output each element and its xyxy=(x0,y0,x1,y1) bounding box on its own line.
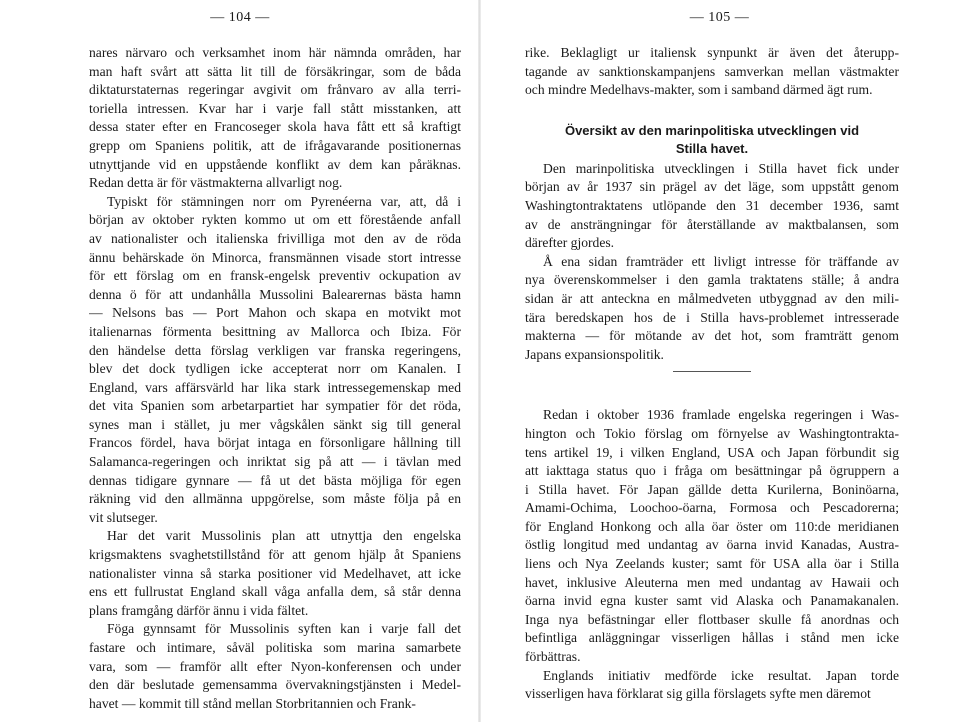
text-line: Å ena sidan framträder ett livligt intresse för träffande av xyxy=(543,253,899,269)
text-line: vit slutseger. xyxy=(89,509,158,525)
text-line: nya överenskommelser i den gamla traktatens ställe; å andra xyxy=(525,272,899,288)
paragraph xyxy=(525,160,899,253)
text-line: därefter gjordes. xyxy=(525,235,615,251)
text-line: England, vars affärsvärld har lika stark intressegemenskap med xyxy=(89,379,461,395)
text-line: befintliga anläggningar visserligen hållas i stånd men icke xyxy=(525,630,899,646)
section-separator xyxy=(673,371,751,372)
text-line: visserligen hava förklarat sig gilla förslagets syfte men däremot xyxy=(525,686,871,702)
text-line: italienarnas förmenta besittning av Mallorca och Ibiza. För xyxy=(89,323,461,339)
after-separator-body xyxy=(525,406,899,704)
right-page xyxy=(480,0,959,722)
text-line: denna ö för att undanhålla Mussolini Balearernas bästa hamn xyxy=(89,286,461,302)
spacer xyxy=(525,380,899,406)
text-line: början av år 1937 sin prägel av det läge, som uppstått genom xyxy=(525,179,899,195)
separator-row xyxy=(525,364,899,380)
left-page-body xyxy=(89,44,461,713)
text-line: Har det varit Mussolinis plan att utnyttja den engelska xyxy=(107,528,461,544)
paragraph xyxy=(89,527,461,620)
text-line: Den marinpolitiska utvecklingen i Stilla havet fick under xyxy=(543,160,899,176)
text-line: fastare och intimare, såväl politiska som marina samarbete xyxy=(89,640,461,655)
text-line: ännu behärskade ön Minorca, fransmännen visade stort intresse xyxy=(89,249,461,265)
text-line: hington och Tokio förslag om förnyelse av Washingtontrakta- xyxy=(525,425,899,441)
text-line: i Stilla havet. För Japan gällde detta Kurilerna, Boninöarna, xyxy=(525,481,899,497)
text-line: sidan är att anteckna en målmedveten utbyggnad av den mili- xyxy=(525,290,899,306)
text-line: ens ett fullrustat England skall våga anfalla dem, så står denna xyxy=(89,584,461,600)
text-line: förbättras. xyxy=(525,649,581,665)
text-line: för England Honkong och alla öar öster om 110:de meridianen xyxy=(525,518,899,534)
paragraph xyxy=(525,406,899,666)
text-line: dessa stater efter en Francoseger skola hava fått ett så kraftigt xyxy=(89,119,461,135)
paragraph xyxy=(89,193,461,528)
right-page-body xyxy=(525,44,899,704)
text-line: makterna — för mötande av det hot, som framträtt genom xyxy=(525,328,899,344)
text-line: räkning vid den allmänna uppgörelse, som måste följa på en xyxy=(89,491,461,507)
text-line: och mindre Medelhavs-makter, som i samband därmed ägt rum. xyxy=(525,82,873,98)
text-line: Englands initiativ medförde icke resultat. Japan torde xyxy=(543,667,899,683)
text-line: Salamanca-regeringen och inriktat sig på att — i tävlan med xyxy=(89,454,461,470)
section-heading-line-1: Översikt av den marinpolitiska utvecklingen vid xyxy=(564,122,860,138)
text-line: Washingtontraktatens utlöpande den 31 december 1936, samt xyxy=(525,197,899,213)
paragraph xyxy=(525,667,899,704)
text-line: synes man i stället, ju mer vågskålen sänkt sig till general xyxy=(89,416,461,432)
text-line: — Nelsons bas — Port Mahon och skapa en motvikt mot xyxy=(89,305,461,321)
text-line: grepp om Spaniens politik, att de ifrågavarande positionernas xyxy=(89,137,461,153)
text-line: början av oktober rykten kommo ut om ett förestående anfall xyxy=(89,212,461,228)
text-line: tära beredskapen hos de i Stilla havs-problemet intresserade xyxy=(525,309,899,325)
text-line: Redan detta är för västmakterna allvarligt nog. xyxy=(89,175,343,191)
text-line: av nationalister och italienska frivilliga mot den av de röda xyxy=(89,230,461,246)
text-line: plans framgång därför ännu i vida fältet. xyxy=(89,602,309,618)
text-line: rike. Beklagligt ur italiensk synpunkt är även det återupp- xyxy=(525,45,899,60)
paragraph xyxy=(89,620,461,713)
spacer xyxy=(525,100,899,122)
text-line: man haft svårt att sätta lit till de försäkringar, som de båda xyxy=(89,63,461,79)
text-line: dennas tidigare gynnare — få ut det bästa möjliga för egen xyxy=(89,472,461,488)
text-line: diktaturstaternas regeringar avgivit om frånvaro av alla terri- xyxy=(89,82,461,98)
text-line: den där beslutade gemensamma övervakningstjänsten i Medel- xyxy=(89,677,461,693)
text-line: utnyttjande vid en uppstående konflikt av dem kan påräknas. xyxy=(89,156,461,172)
right-page-number: — 105 — xyxy=(689,10,750,25)
text-line: östlig longitud med undantag av öarna invid Kanadas, Austra- xyxy=(525,537,899,553)
text-line: krigsmaktens svaghetstillstånd för att genom hjälp åt Spaniens xyxy=(89,547,461,563)
text-line: för ett förslag om en fransk-engelsk preventiv ockupation av xyxy=(89,268,461,284)
text-line: tens artikel 19, i vilken England, USA och Japan förbundit sig xyxy=(525,444,899,460)
text-line: Typiskt för stämningen norr om Pyrenéerna var, att, då i xyxy=(107,193,461,209)
text-line: Föga gynnsamt för Mussolinis syften kan i varje fall det xyxy=(107,621,461,637)
text-line: det vita Spanien som arbetarpartiet har sympatier för det röda, xyxy=(89,398,461,414)
text-line: Amami-Ochima, Loochoo-öarna, Formosa och Pescadorerna; xyxy=(525,500,899,516)
text-line: blev det dock tydligen icke accepterat norr om Kanalen. I xyxy=(89,361,461,377)
text-line: öarna invid egna kuster samt vid Alaska och Panamakanalen. xyxy=(525,593,899,609)
paragraph xyxy=(525,253,899,365)
text-line: havet — kommit till stånd mellan Storbritannien och Frank- xyxy=(89,695,416,711)
section-body xyxy=(525,160,899,365)
text-line: att iakttaga status quo i fråga om besättningar på ögruppern a xyxy=(525,463,899,479)
text-line: nares närvaro och verksamhet inom här nämnda områden, har xyxy=(89,45,461,60)
text-line: toriella intressen. Kvar har i varje fall stått misstanken, att xyxy=(89,100,461,116)
text-line: liens och Nya Zeelands kuster; samt för USA alla öar i Stilla xyxy=(525,556,899,572)
text-line: av de ansträngningar för återställande av maktbalansen, som xyxy=(525,216,899,232)
text-line: den händelse detta förslag verkligen var franska regeringens, xyxy=(89,342,461,358)
text-line: Japans expansionspolitik. xyxy=(525,346,664,362)
left-page-number: — 104 — xyxy=(210,10,270,25)
text-line: nationalister vinna så starka positioner vid Medelhavet, att icke xyxy=(89,565,461,581)
text-line: Inga nya befästningar eller flottbaser skulle få anordnas och xyxy=(525,611,899,627)
text-line: havet, inklusive Aleuterna men med undantag av Hawaii och xyxy=(525,574,899,590)
intro-paragraph xyxy=(525,44,899,100)
section-heading-line-2: Stilla havet. xyxy=(675,140,749,156)
text-line: Redan i oktober 1936 framlade engelska regeringen i Was- xyxy=(543,407,899,423)
text-line: Francos fördel, hava börjat intaga en försonligare hållning till xyxy=(89,435,461,451)
text-line: vara, som — framför allt efter Nyon-konferensen och under xyxy=(89,658,461,674)
text-line: tagande av sanktionskampanjens samverkan mellan västmakter xyxy=(525,63,899,79)
paragraph xyxy=(89,44,461,193)
